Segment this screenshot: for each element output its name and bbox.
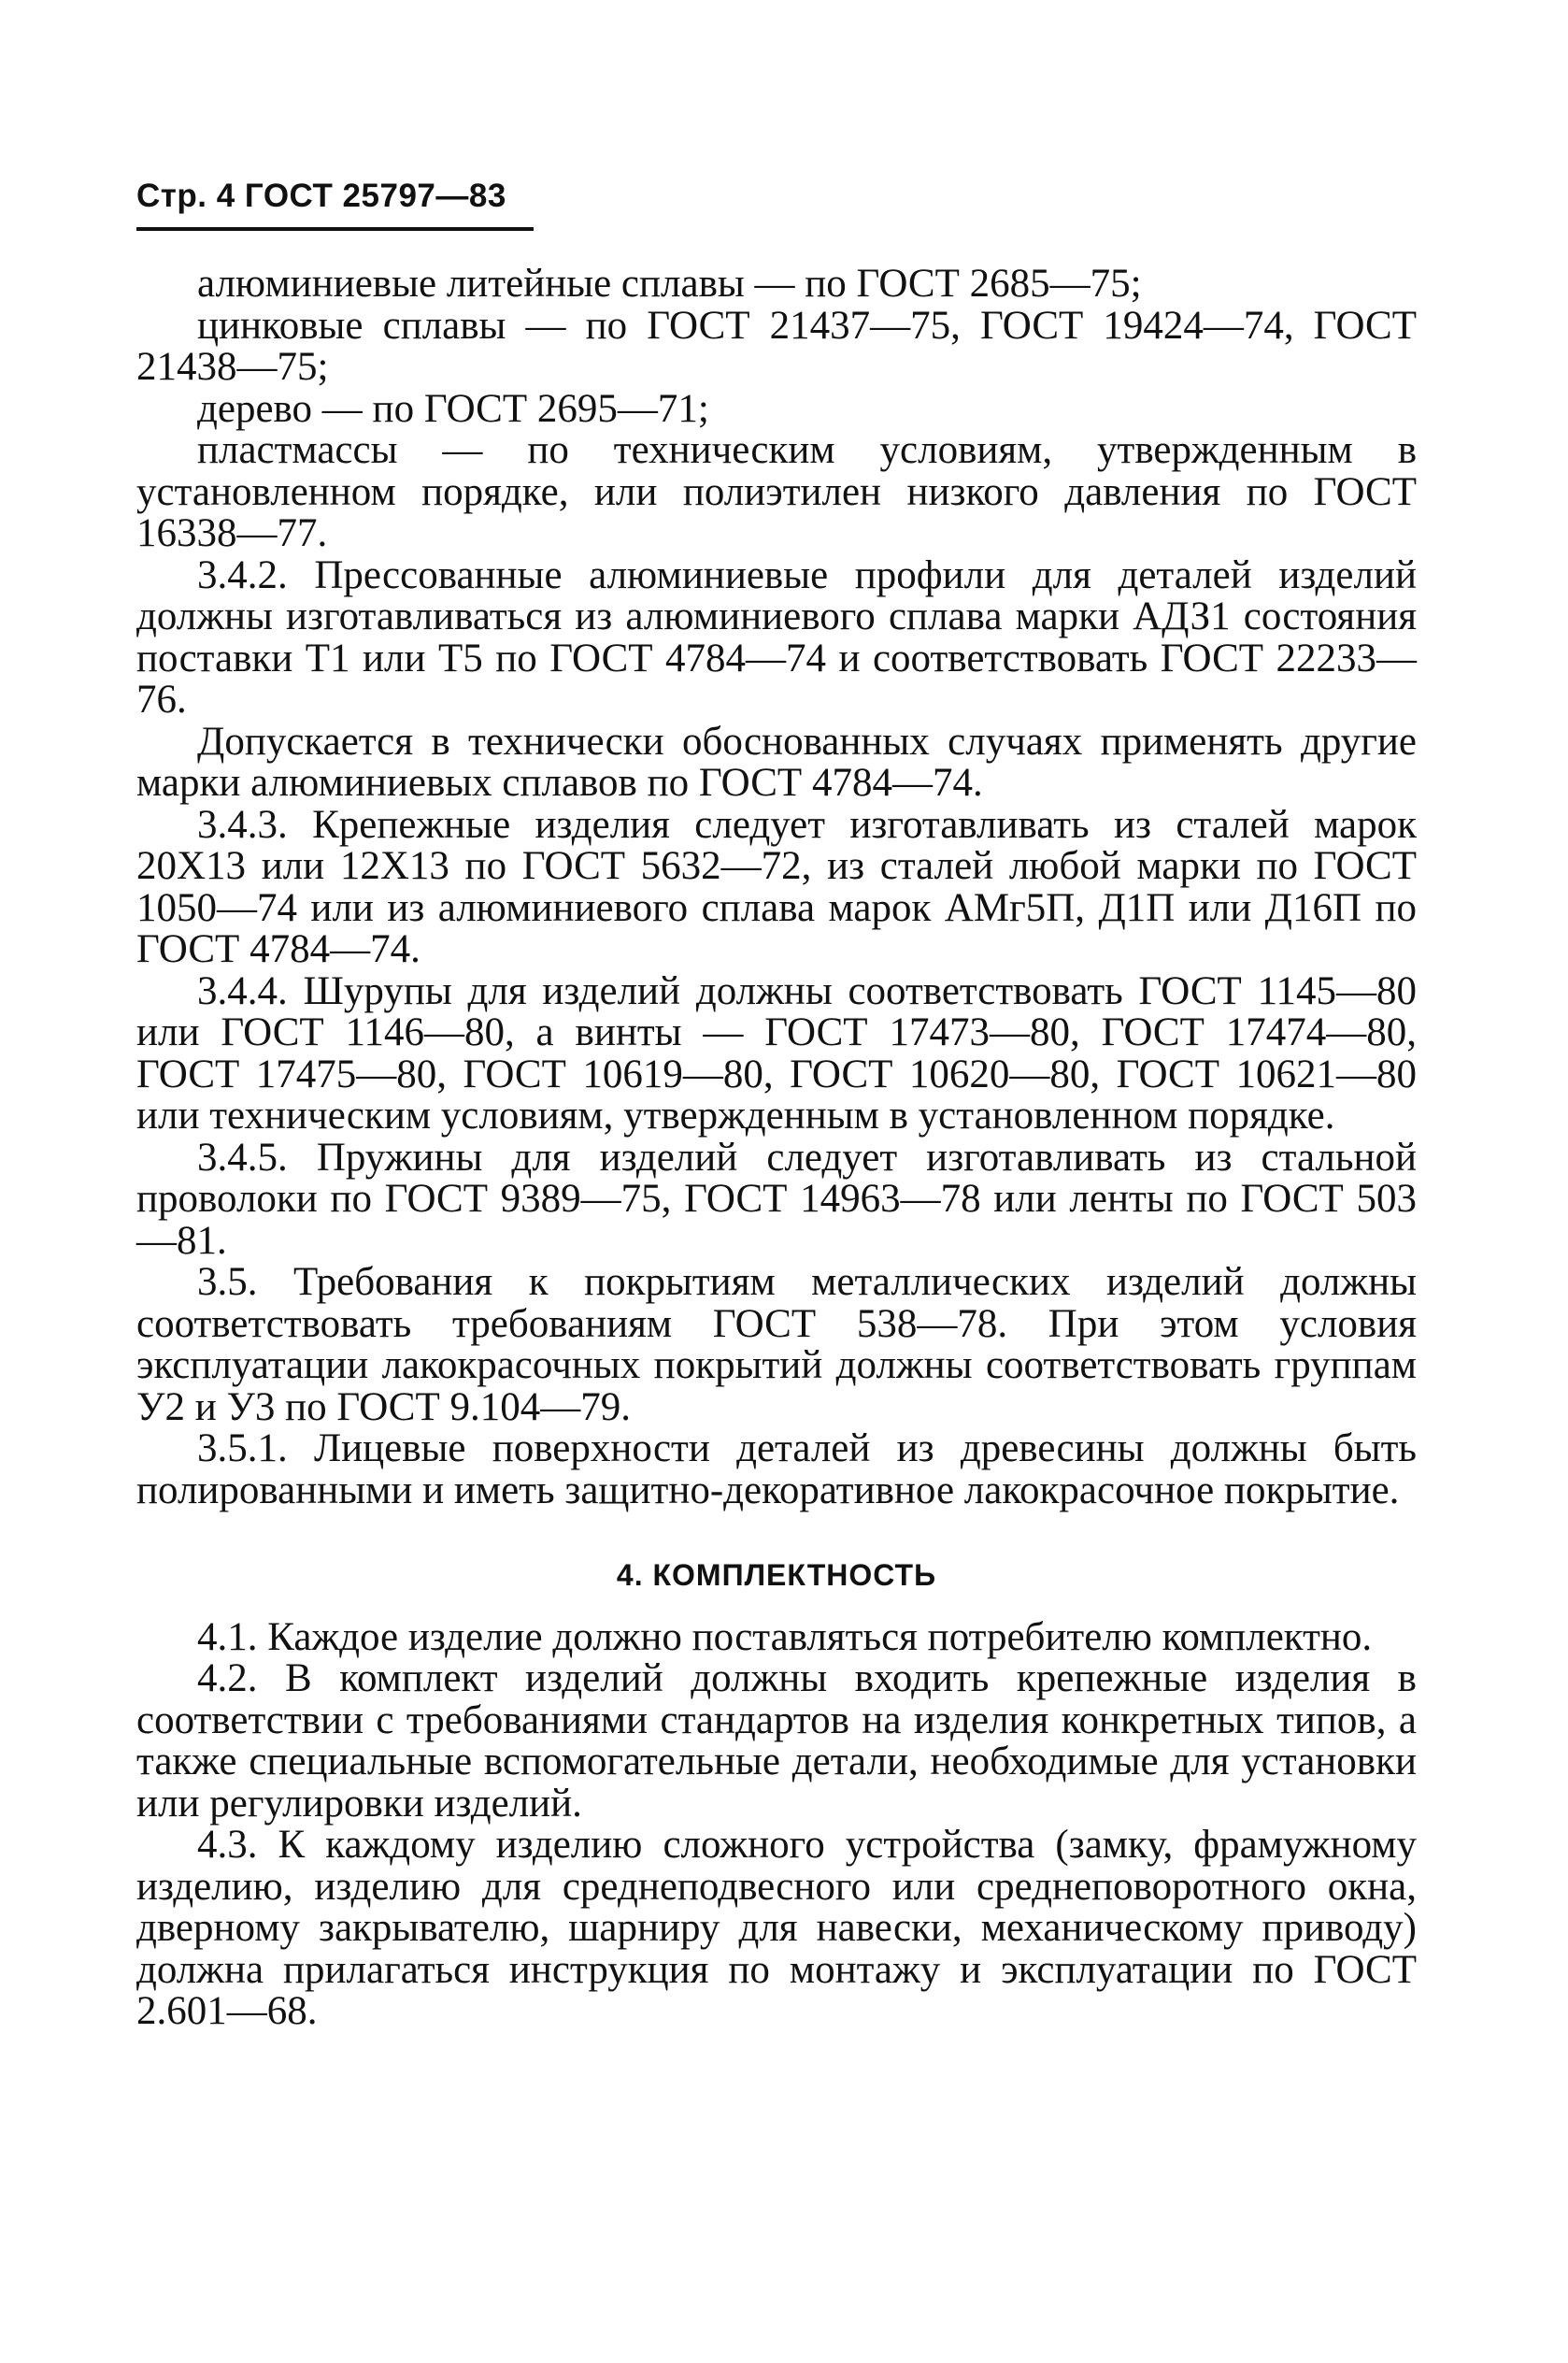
- paragraph-aluminium-alloys: алюминиевые литейные сплавы — по ГОСТ 2685—75;: [197, 262, 1142, 306]
- paragraph-3-4-4: 3.4.4. Шурупы для изделий должны соответствовать ГОСТ 1145—80 или ГОСТ 1146—80, а винты — ГОСТ 17473—80, ГОСТ 17474—80, ГОСТ 17475—80, ГОСТ 10619—80, ГОСТ 10620—80, ГОСТ 10621—80 или техническим условиям, утвержденным в установленном порядке.: [136, 968, 1417, 1138]
- paragraph-3-5-1: 3.5.1. Лицевые поверхности деталей из древесины должны быть полированными и иметь защитно-декоративное лакокрасочное покрытие.: [136, 1426, 1417, 1512]
- page-header: Стр. 4 ГОСТ 25797—83: [136, 178, 506, 214]
- paragraph-3-4-5: 3.4.5. Пружины для изделий следует изготавливать из стальной проволоки по ГОСТ 9389—75, ГОСТ 14963—78 или ленты по ГОСТ 503—81.: [136, 1135, 1417, 1263]
- paragraph-plastics: пластмассы — по техническим условиям, утвержденным в установленном порядке, или полиэтилен низкого давления по ГОСТ 16338—77.: [136, 428, 1417, 555]
- paragraph-4-3: 4.3. К каждому изделию сложного устройства (замку, фрамужному изделию, изделию для среднеподвесного или среднеповоротного окна, дверному закрывателю, шарниру для навески, механическому приводу) должна прилагаться инструкция по монтажу и эксплуатации по ГОСТ 2.601—68.: [136, 1823, 1417, 2033]
- section-4-heading: 4. КОМПЛЕКТНОСТЬ: [616, 1558, 937, 1592]
- header-rule: [136, 227, 534, 231]
- paragraph-3-4-2: 3.4.2. Прессованные алюминиевые профили для деталей изделий должны изготавливаться из алюминиевого сплава марки АДЗ1 состояния поставки Т1 или Т5 по ГОСТ 4784—74 и соответствовать ГОСТ 22233—76.: [136, 552, 1417, 722]
- paragraph-3-4-3: 3.4.3. Крепежные изделия следует изготавливать из сталей марок 20Х13 или 12Х13 по ГОСТ 5632—72, из сталей любой марки по ГОСТ 1050—74 или из алюминиевого сплава марок АМг5П, Д1П или Д16П по ГОСТ 4784—74.: [136, 802, 1417, 971]
- document-body: [136, 264, 1417, 2033]
- paragraph-4-1: 4.1. Каждое изделие должно поставляться потребителю комплектно.: [197, 1614, 1373, 1659]
- paragraph-wood: дерево — по ГОСТ 2695—71;: [197, 386, 709, 431]
- paragraph-4-2: 4.2. В комплект изделий должны входить крепежные изделия в соответствии с требованиями стандартов на изделия конкретных типов, а также специальные вспомогательные детали, необходимые для установки или регулировки изделий.: [136, 1656, 1417, 1826]
- paragraph-3-5: 3.5. Требования к покрытиям металлических изделий должны соответствовать требованиям ГОСТ 538—78. При этом условия эксплуатации лакокрасочных покрытий должны соответствовать группам У2 и У3 по ГОСТ 9.104—79.: [136, 1260, 1417, 1429]
- paragraph-zinc-alloys: цинковые сплавы — по ГОСТ 21437—75, ГОСТ 19424—74, ГОСТ 21438—75;: [136, 303, 1417, 389]
- paragraph-allowance: Допускается в технически обоснованных случаях применять другие марки алюминиевых сплавов по ГОСТ 4784—74.: [136, 719, 1417, 805]
